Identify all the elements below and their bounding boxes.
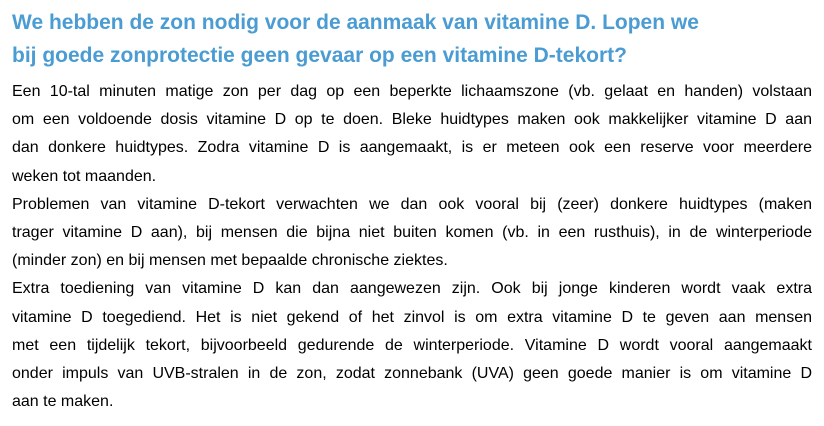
text-line: weken tot maanden. [12,167,157,185]
text-line: (minder zon) en bij mensen met bepaalde chronische ziektes. [12,252,448,270]
text-line: met een tijdelijk tekort, bijvoorbeeld gedurende de winterperiode. Vitamine D wordt vooral aangemaakt [12,336,812,354]
text-line: aan te maken. [12,393,114,411]
heading-line: bij goede zonprotectie geen gevaar op een vitamine D-tekort? [12,44,627,67]
text-line: onder impuls van UVB-stralen in de zon, zodat zonnebank (UVA) geen goede manier is om vitamine D [12,365,812,383]
document-page [12,6,812,416]
heading-line: We hebben de zon nodig voor de aanmaak van vitamine D. Lopen we [12,11,699,34]
text-line: Extra toediening van vitamine D kan dan aangewezen zijn. Ook bij jonge kinderen wordt vaak extra [12,280,812,298]
text-line: Problemen van vitamine D-tekort verwachten we dan ook vooral bij (zeer) donkere huidtypes (maken [12,195,812,213]
answer-text [12,78,812,416]
paragraph-sun-exposure [12,78,812,191]
text-line: vitamine D toegediend. Het is niet gekend of het zinvol is om extra vitamine D te geven aan mensen [12,308,812,326]
paragraph-deficiency-risk [12,191,812,276]
text-line: dan donkere huidtypes. Zodra vitamine D is aangemaakt, is er meteen ook een reserve voor meerdere [12,139,812,157]
question-heading [12,6,812,72]
text-line: Een 10-tal minuten matige zon per dag op een beperkte lichaamszone (vb. gelaat en handen) volstaan [12,83,812,100]
paragraph-supplementation [12,275,812,416]
text-line: trager vitamine D aan), bij mensen die bijna niet buiten komen (vb. in een rusthuis), in de winterperiode [12,224,812,242]
text-line: om een voldoende dosis vitamine D op te doen. Bleke huidtypes maken ook makkelijker vitamine D aan [12,111,812,129]
